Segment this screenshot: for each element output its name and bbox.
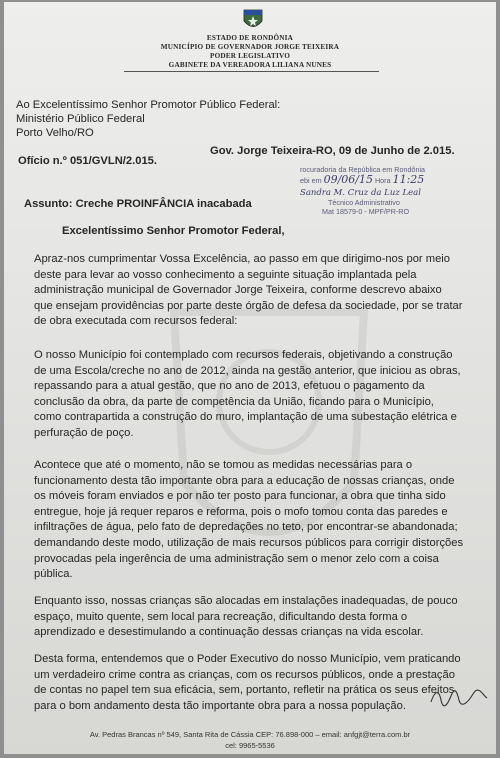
- stamp-hour-label: Hora: [374, 176, 391, 185]
- recipient-line-2: Ministério Público Federal: [16, 113, 145, 125]
- stamp-received-date: 09/06/15: [323, 173, 373, 186]
- footer-address: Av. Pedras Brancas nº 549, Santa Rita de Cássia CEP: 76.898-000 – email: anfgjt@terra.com.br: [89, 730, 411, 739]
- paragraph-line: funcionamento desta tão importante obra para a educação de nossas crianças, onde: [34, 474, 455, 487]
- paragraph-line: O nosso Município foi contemplado com recursos federais, objetivando a construção: [34, 349, 453, 361]
- stamp-institution: rocuradoria da República em Rondônia: [300, 165, 426, 174]
- paragraph-line: como contrapartida a construção do muro, implantação de uma subestação elétrica e: [34, 411, 457, 424]
- paragraph-4: [34, 594, 472, 641]
- header-legislative: PODER LEGISLATIVO: [209, 52, 290, 60]
- header-state: ESTADO DE RONDÔNIA: [206, 34, 294, 42]
- reception-stamp: [300, 165, 470, 240]
- paragraph-line: perfuração de poço.: [34, 426, 134, 439]
- oficio-number: Ofício n.º 051/GVLN/2.015.: [18, 155, 158, 167]
- paragraph-line: um verdadeiro crime contra as crianças, com os recursos públicos, onde a prestação: [34, 668, 455, 681]
- paragraph-line: para o bom andamento desta tão importante obra para a nossa população.: [34, 699, 406, 712]
- paragraph-line: Apraz-nos cumprimentar Vossa Excelência, ao passo em que dirigimo-nos por meio: [34, 253, 450, 265]
- stamp-name: Sandra M. Cruz da Luz Leal: [300, 188, 421, 198]
- paragraph-line: repassando para a atual gestão, que no ano de 2013, efetuou o pagamento da: [34, 380, 425, 393]
- header-divider: [124, 71, 379, 72]
- header-office: GABINETE DA VEREADORA LILIANA NUNES: [168, 61, 332, 69]
- salutation: Excelentíssimo Senhor Promotor Federal,: [62, 225, 285, 237]
- recipient-line-3: Porto Velho/RO: [16, 127, 94, 139]
- paragraph-line: infiltrações de água, pelo fato de depredações no teto, por encontrar-se abandonada;: [34, 521, 458, 534]
- paragraph-line: Acontece que até o momento, não se tomou as medidas necessárias para o: [34, 459, 413, 471]
- paragraph-line: deste para levar ao vosso conhecimento a seguinte situação implantada pela: [34, 268, 417, 281]
- paragraph-2: [34, 348, 472, 442]
- stamp-received-label: ebi em: [300, 176, 322, 185]
- paragraph-3: [34, 458, 472, 583]
- stamp-hour: 11:25: [392, 173, 425, 186]
- stamp-id: Mat 18579-0 - MPF/PR-RO: [322, 207, 410, 216]
- paragraph-line: espaço, muito quente, sem local para recreação, dificultando desta forma o: [34, 610, 408, 623]
- rondonia-crest-icon: [242, 8, 264, 32]
- document-page: [4, 2, 496, 754]
- footer-phone: cel: 9965-5536: [225, 741, 275, 750]
- paragraph-line: Desta forma, entendemos que o Poder Executivo do nosso Município, vem praticando: [34, 653, 461, 665]
- header-municipality: MUNICÍPIO DE GOVERNADOR JORGE TEIXEIRA: [160, 43, 340, 51]
- paragraph-1: [34, 252, 472, 330]
- recipient-line-1: Ao Excelentíssimo Senhor Promotor Público Federal:: [16, 99, 281, 111]
- stamp-role: Técnico Administrativo: [328, 198, 400, 207]
- paragraph-line: que ensejam providências por parte deste órgão de defesa da sociedade, por se tratar: [34, 299, 463, 312]
- paragraph-line: Enquanto isso, nossas crianças são alocadas em instalações inadequadas, de pouco: [34, 595, 458, 607]
- paragraph-line: pública.: [34, 568, 73, 581]
- paragraph-line: administração municipal de Governador Jorge Teixeira, conforme descrevo abaixo: [34, 284, 442, 297]
- paragraph-line: de contas no papel tem sua eficácia, sem, portanto, refletir na prática os seus efeitos: [34, 684, 455, 697]
- paragraph-line: demandando deste modo, utilização de mais recursos públicos para corrigir distorções: [34, 536, 464, 549]
- paragraph-line: de obra executada com recursos federal:: [34, 315, 238, 328]
- paragraph-5: [34, 652, 472, 714]
- paragraph-line: de uma Escola/creche no ano de 2012, ainda na gestão anterior, que iniciou as obras,: [34, 364, 461, 377]
- signature-icon: [429, 686, 489, 710]
- subject-line: Assunto: Creche PROINFÂNCIA inacabada: [24, 198, 252, 210]
- paragraph-line: entregue, hoje já requer reparos e reforma, pois o mofo tomou conta das paredes e: [34, 505, 448, 518]
- paragraph-line: os móveis foram enviados e por não ter posto para funcionar, a obra que tinha sido: [34, 490, 446, 503]
- paragraph-line: aprendizado e desestimulando a continuação dessas crianças na vida escolar.: [34, 626, 424, 639]
- letter-date: Gov. Jorge Teixeira-RO, 09 de Junho de 2.015.: [210, 145, 455, 157]
- paragraph-line: provocadas pela ingerência de uma administração sem o menor zelo com a coisa: [34, 552, 439, 565]
- paragraph-line: conclusão da obra, da parte de competência da União, ficando para o Município,: [34, 395, 434, 408]
